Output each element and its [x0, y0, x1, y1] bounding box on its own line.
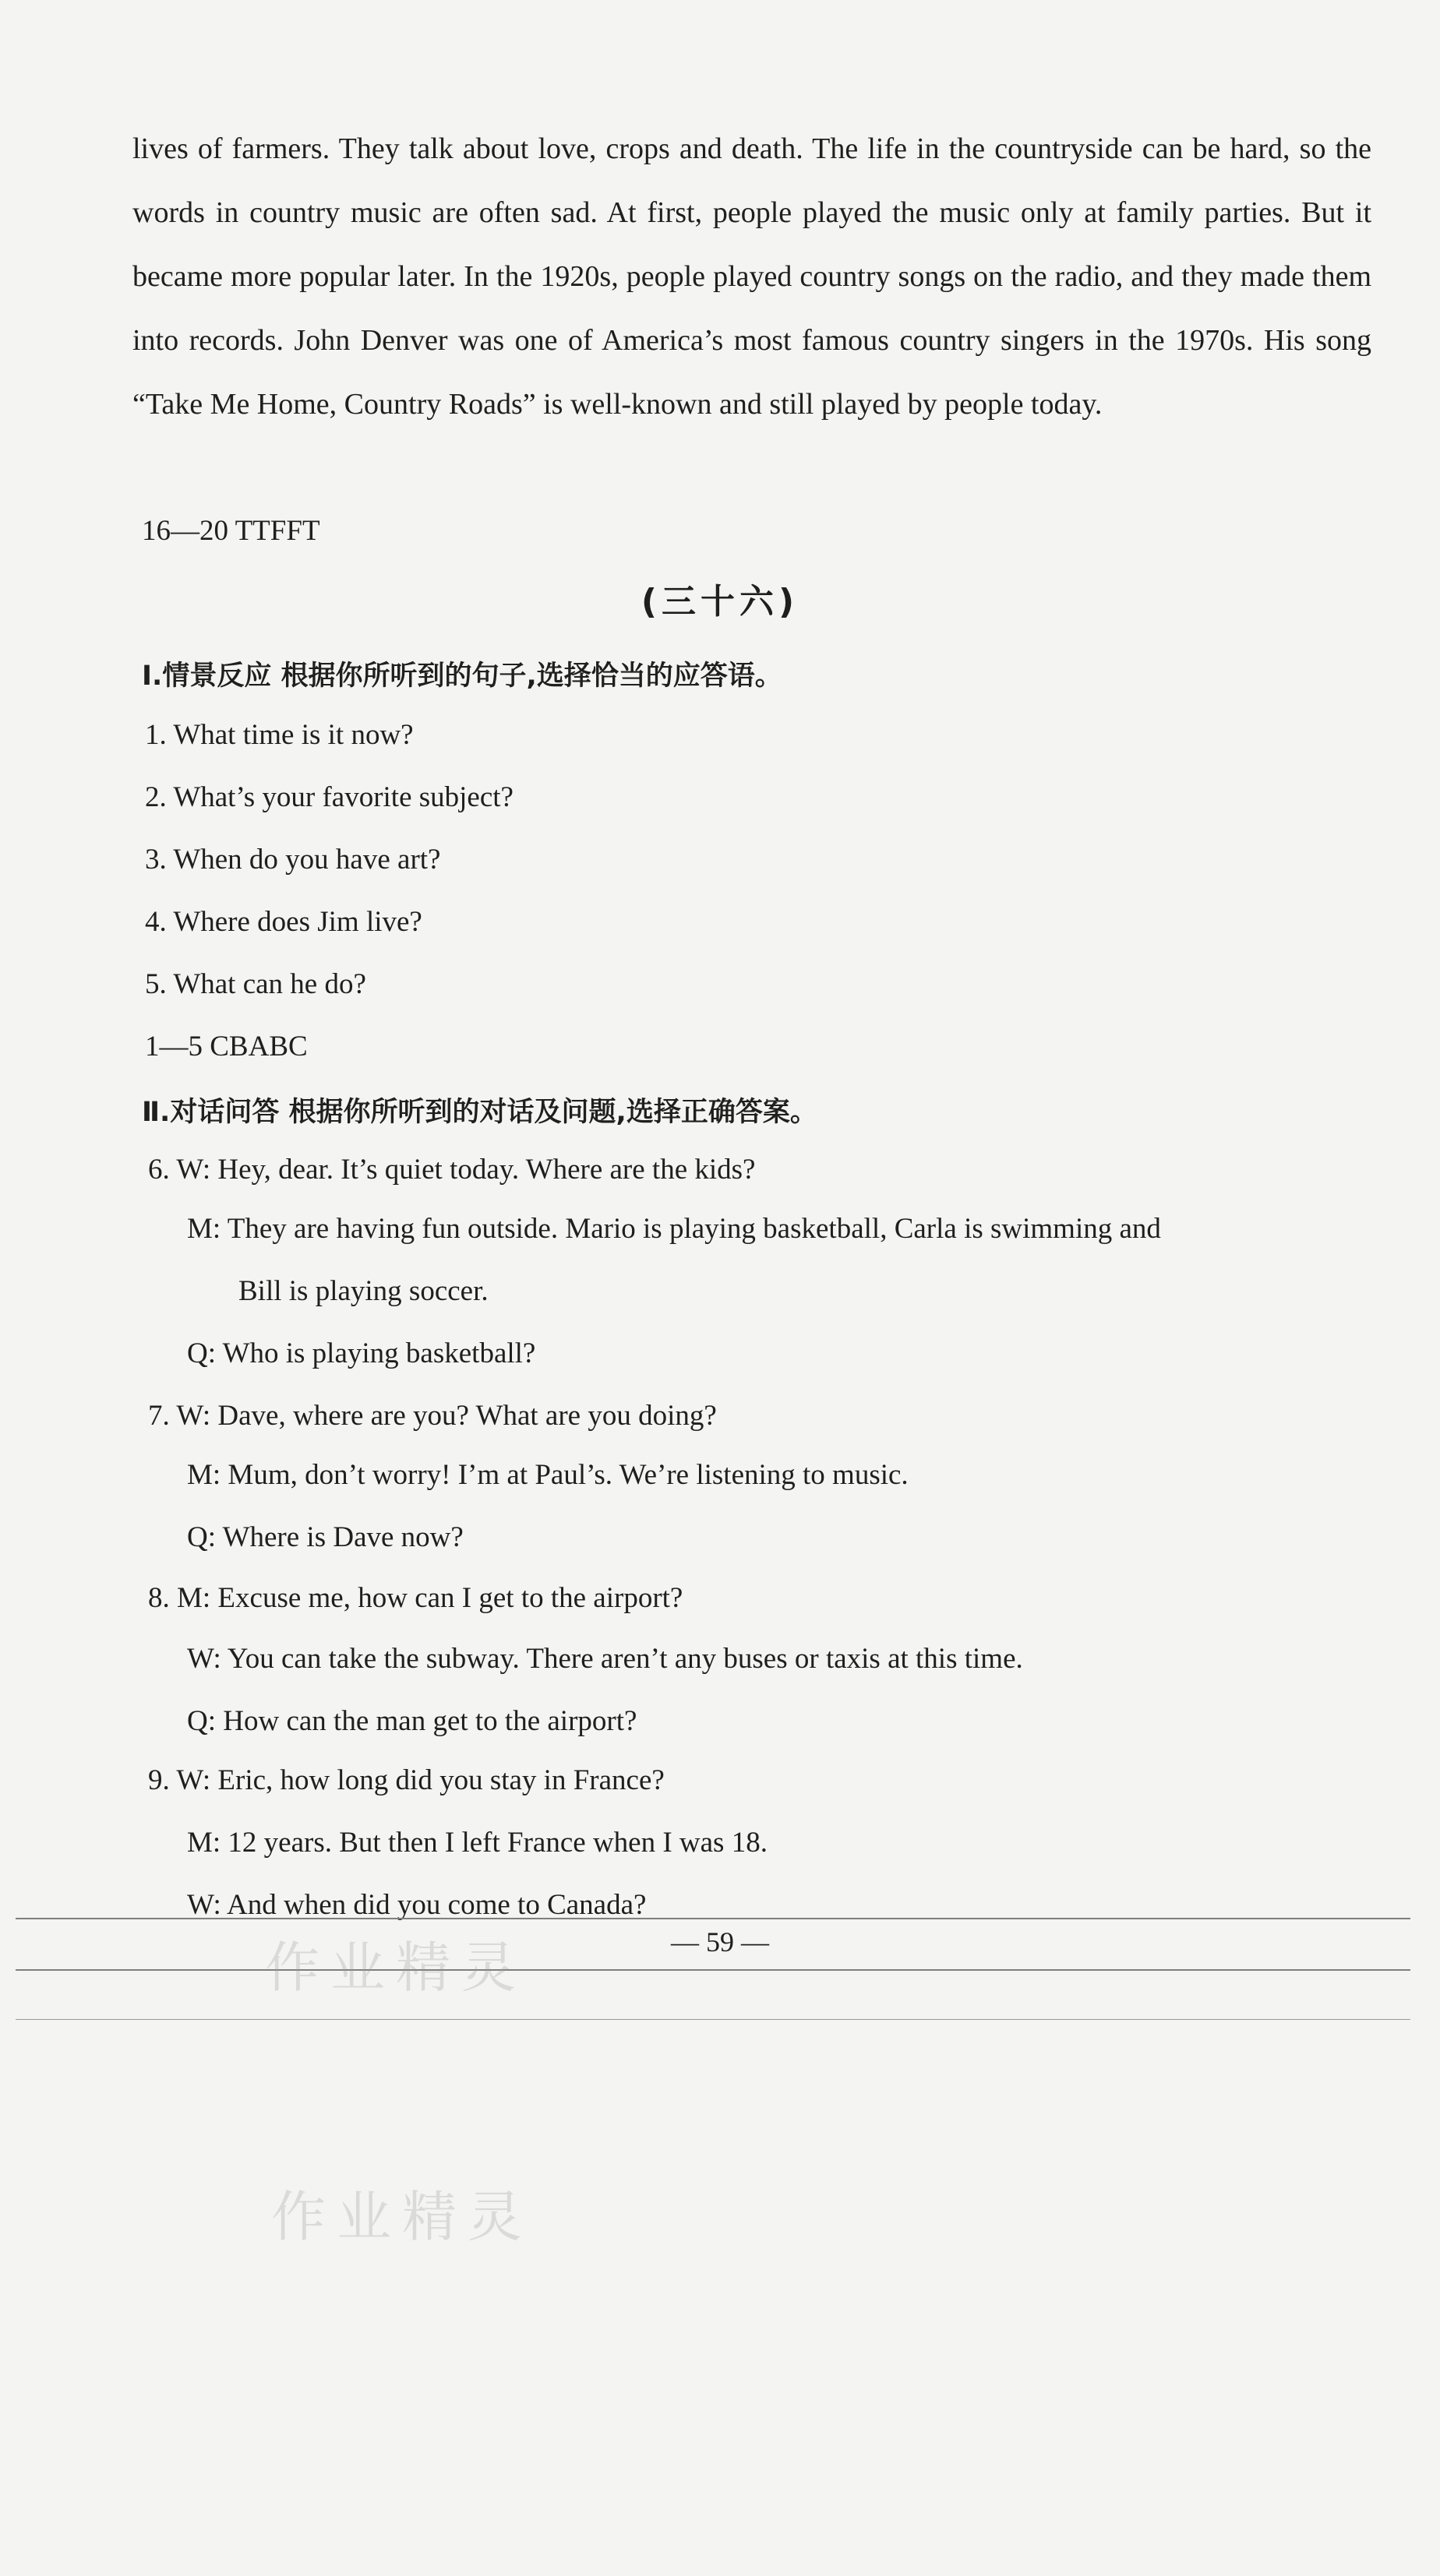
dialogue-6-line-2: M: They are having fun outside. Mario is playing basketball, Carla is swimming and — [187, 1213, 1161, 1245]
dialogue-6-line-1: 6. W: Hey, dear. It’s quiet today. Where are the kids? — [148, 1154, 756, 1186]
footer-rule-middle — [16, 1969, 1410, 1971]
part2-heading: Ⅱ.对话问答 根据你所听到的对话及问题,选择正确答案。 — [142, 1097, 817, 1128]
watermark-upper: 作业精灵 — [265, 1936, 527, 2000]
question-5: 5. What can he do? — [145, 968, 366, 1000]
part1-heading: Ⅰ.情景反应 根据你所听到的句子,选择恰当的应答语。 — [142, 661, 782, 692]
dialogue-9-line-1: 9. W: Eric, how long did you stay in France? — [148, 1764, 665, 1796]
dialogue-6-line-3: Bill is playing soccer. — [238, 1275, 489, 1307]
passage-paragraph: lives of farmers. They talk about love, crops and death. The life in the countryside can be hard, so the words in country music are often sad. At first, people played the music only at family parties. But it became more popular later. In the 1920s, people played country songs on the radio, and they made them into records. John Denver was one of America’s most famous country singers in the 1970s. His song “Take Me Home, Country Roads” is well-known and still played by people today. — [132, 132, 1371, 421]
footer-rule-top — [16, 1918, 1410, 1919]
question-2: 2. What’s your favorite subject? — [145, 781, 514, 813]
dialogue-7-line-1: 7. W: Dave, where are you? What are you doing? — [148, 1400, 717, 1432]
dialogue-7-question: Q: Where is Dave now? — [187, 1521, 464, 1553]
question-4: 4. Where does Jim live? — [145, 906, 422, 938]
question-3: 3. When do you have art? — [145, 844, 441, 876]
answer-key-1-5: 1—5 CBABC — [145, 1031, 308, 1062]
answer-key-16-20: 16—20 TTFFT — [142, 515, 320, 547]
watermark-lower: 作业精灵 — [271, 2185, 533, 2249]
footer-rule-bottom — [16, 2019, 1410, 2020]
dialogue-8-line-1: 8. M: Excuse me, how can I get to the airport? — [148, 1582, 683, 1614]
dialogue-9-line-2: M: 12 years. But then I left France when I was 18. — [187, 1827, 768, 1859]
page-number: — 59 — — [671, 1926, 769, 1958]
dialogue-8-line-2: W: You can take the subway. There aren’t any buses or taxis at this time. — [187, 1643, 1023, 1675]
question-1: 1. What time is it now? — [145, 719, 414, 751]
dialogue-7-line-2: M: Mum, don’t worry! I’m at Paul’s. We’re listening to music. — [187, 1459, 909, 1491]
dialogue-6-question: Q: Who is playing basketball? — [187, 1337, 536, 1369]
dialogue-9-line-3: W: And when did you come to Canada? — [187, 1889, 647, 1921]
section-title: (三十六) — [641, 582, 799, 622]
dialogue-8-question: Q: How can the man get to the airport? — [187, 1705, 637, 1737]
